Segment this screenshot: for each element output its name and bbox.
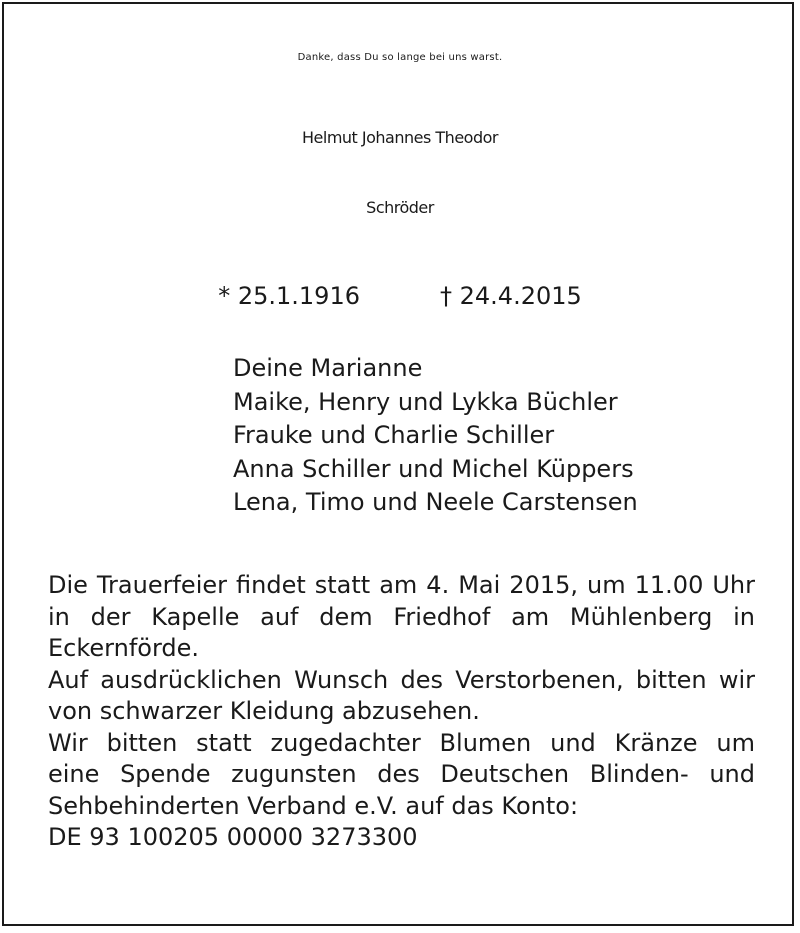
mourner-line: Maike, Henry und Lykka Büchler — [233, 387, 618, 416]
info-line: Sehbehinderten Verband e.V. auf das Konto: — [48, 791, 579, 820]
funeral-info — [48, 570, 755, 854]
life-dates — [0, 282, 800, 310]
deceased-name-line-1: Helmut Johannes Theodor — [302, 128, 498, 147]
info-line: Eckernförde. — [48, 634, 200, 662]
mourners-list — [233, 352, 638, 520]
mourner-line: Deine Marianne — [233, 354, 423, 382]
info-line: von schwarzer Kleidung abzusehen. — [48, 697, 480, 725]
deceased-surname: Schröder — [366, 198, 434, 217]
info-line: in der Kapelle auf dem Friedhof am Mühlenberg in — [48, 602, 755, 631]
mourner-line: Lena, Timo und Neele Carstensen — [233, 488, 638, 516]
info-line: eine Spende zugunsten des Deutschen Blinden- und — [48, 760, 755, 788]
info-line: Die Trauerfeier findet statt am 4. Mai 2015, um 11.00 Uhr — [48, 571, 755, 599]
motto-text: Danke, dass Du so lange bei uns warst. — [297, 52, 503, 63]
mourner-line: Frauke und Charlie Schiller — [233, 421, 555, 449]
info-line: Wir bitten statt zugedachter Blumen und Kränze um — [48, 728, 755, 757]
bank-account-iban: DE 93 100205 00000 3273300 — [48, 823, 418, 851]
birth-date: * 25.1.1916 — [218, 282, 360, 310]
mourner-line: Anna Schiller und Michel Küppers — [233, 454, 634, 483]
info-line: Auf ausdrücklichen Wunsch des Verstorbenen, bitten wir — [48, 665, 755, 694]
death-date: † 24.4.2015 — [440, 282, 582, 310]
